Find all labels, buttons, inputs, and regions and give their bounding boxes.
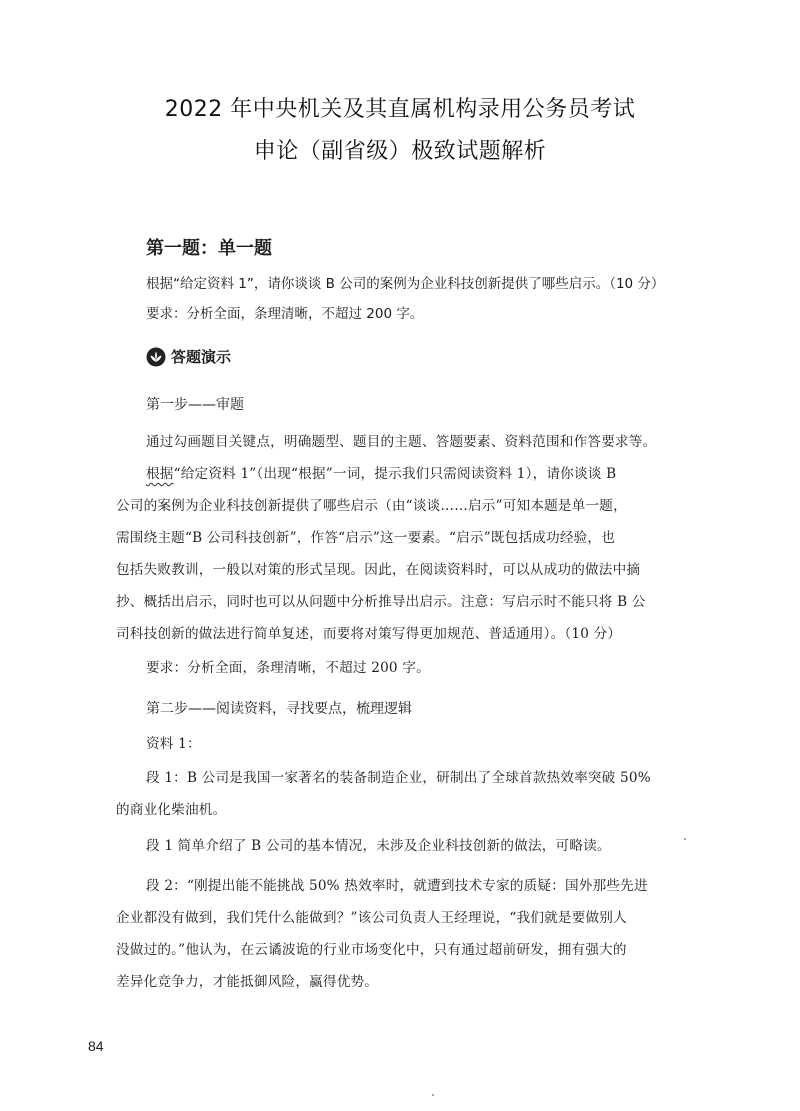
step2-title: 第二步——阅读资料，寻找要点，梳理逻辑 <box>146 701 412 717</box>
page-title-line1: 2022 年中央机关及其直属机构录用公务员考试 <box>164 97 636 122</box>
leaf-badge-icon <box>146 347 166 367</box>
para2-line-2: 企业都没有做到，我们凭什么能做到？”该公司负责人王经理说，“我们就是要做别人 <box>116 910 627 926</box>
para2-line-3: 没做过的。”他认为，在云谲波诡的行业市场变化中，只有通过超前研发，拥有强大的 <box>116 942 627 958</box>
page-title-line2: 申论（副省级）极致试题解析 <box>253 139 547 164</box>
step1-line-5: 包括失败教训，一般以对策的形式呈现。因此，在阅读资料时，可以从成功的做法中摘 <box>116 562 641 578</box>
para2-line-1: 段 2：“刚提出能不能挑战 50% 热效率时，就遭到技术专家的质疑：国外那些先进 <box>146 878 648 894</box>
step1-line-2-text: “给定资料 1”（出现“根据”一词，提示我们只需阅读资料 1），请你谈谈 B <box>173 466 617 482</box>
step1-line-3: 公司的案例为企业科技创新提供了哪些启示（由“谈谈……启示”可知本题是单一题， <box>116 498 627 514</box>
answer-demo-label <box>146 346 231 367</box>
question-heading: 第一题：单一题 <box>146 238 272 259</box>
para1-line-1: 段 1：B 公司是我国一家著名的装备制造企业，研制出了全球首款热效率突破 50% <box>146 770 651 786</box>
material-label: 资料 1： <box>146 736 201 752</box>
para1-line-2: 的商业化柴油机。 <box>116 802 227 818</box>
keyword-genju: 根据 <box>146 466 174 482</box>
para1-note: 段 1 简单介绍了 B 公司的基本情况，未涉及企业科技创新的做法，可略读。 <box>146 838 611 854</box>
step1-line-8: 要求：分析全面，条理清晰，不超过 200 字。 <box>146 660 430 676</box>
step1-line-4: 需围绕主题“B 公司科技创新”，作答“启示”这一要素。“启示”既包括成功经验，也 <box>116 530 616 546</box>
step1-line-7: 司科技创新的做法进行简单复述，而要将对策写得更加规范、普适通用）。（10 分） <box>116 626 622 642</box>
question-requirement: 要求：分析全面，条理清晰，不超过 200 字。 <box>146 306 424 322</box>
scan-speck <box>432 1094 434 1096</box>
step1-line-2 <box>146 462 616 482</box>
step1-title: 第一步——审题 <box>146 397 244 413</box>
step1-line-1: 通过勾画题目关键点，明确题型、题目的主题、答题要素、资料范围和作答要求等。 <box>146 434 657 450</box>
question-prompt: 根据“给定资料 1”，请你谈谈 B 公司的案例为企业科技创新提供了哪些启示。（10 分） <box>146 276 665 292</box>
page-number: 84 <box>88 1038 104 1054</box>
step1-line-6: 抄、概括出启示，同时也可以从问题中分析推导出启示。注意：写启示时不能只将 B 公 <box>116 594 646 610</box>
scan-speck <box>684 838 686 840</box>
answer-demo-text: 答题演示 <box>171 348 232 366</box>
para2-line-4: 差异化竞争力，才能抵御风险，赢得优势。 <box>116 974 379 990</box>
